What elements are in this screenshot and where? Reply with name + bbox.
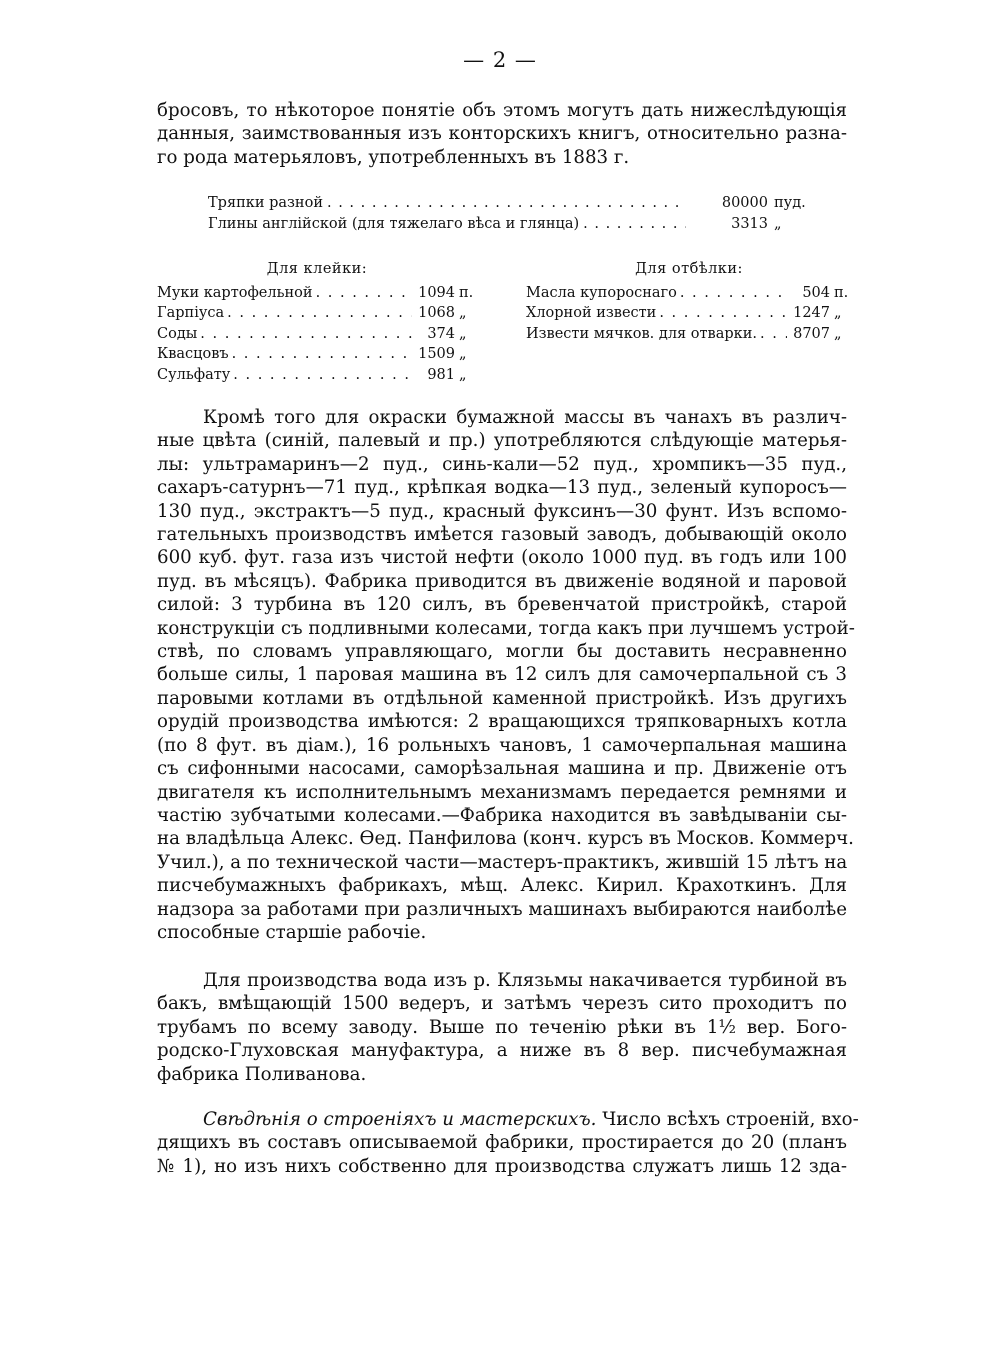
text-line: способные старшіе рабочіе. bbox=[157, 921, 427, 943]
text-line: на владѣльца Алекс. Ѳед. Панфилова (конч. курсъ въ Москов. Коммерч. bbox=[157, 828, 854, 850]
intro-paragraph bbox=[157, 99, 847, 169]
material-row bbox=[208, 214, 808, 235]
text-line: ствѣ, по словамъ управляющаго, могли бы доставить несравненно bbox=[157, 641, 847, 663]
sizing-row bbox=[157, 365, 477, 386]
text-line: трубамъ по всему заводу. Выше по теченію рѣки въ 1½ вер. Бого- bbox=[157, 1016, 847, 1038]
material-name: Тряпки разной bbox=[208, 195, 323, 211]
leader-dots bbox=[327, 193, 686, 214]
text-line: писчебумажныхъ фабрикахъ, мѣщ. Алекс. Кирил. Крахоткинъ. Для bbox=[157, 875, 847, 897]
text-fragment: Число всѣхъ строеній, вхо- bbox=[602, 1109, 859, 1130]
main-paragraph bbox=[157, 406, 855, 944]
item-value: 1247 bbox=[793, 305, 830, 322]
finishing-row bbox=[526, 324, 852, 345]
sizing-row bbox=[157, 283, 477, 304]
sizing-heading: Для клейки: bbox=[266, 261, 368, 277]
sizing-row bbox=[157, 344, 477, 365]
item-name: Соды bbox=[157, 325, 198, 342]
text-line: пуд. въ мѣсяцъ). Фабрика приводится въ движеніе водяной и паровой bbox=[157, 570, 847, 592]
leader-dots bbox=[227, 303, 412, 324]
item-name: Извести мячков. для отварки. bbox=[526, 325, 757, 342]
text-line: бросовъ, то нѣкоторое понятіе объ этомъ могутъ дать нижеслѣдующія bbox=[157, 100, 847, 121]
text-line: го рода матерьяловъ, употребленныхъ въ 1883 г. bbox=[157, 146, 630, 168]
item-unit: п. bbox=[834, 284, 849, 301]
text-line: родско-Глуховская мануфактура, а ниже въ 8 вер. писчебумажная bbox=[157, 1040, 847, 1062]
leader-dots bbox=[316, 283, 412, 304]
item-name: Сульфату bbox=[157, 366, 231, 383]
sizing-row bbox=[157, 324, 477, 345]
material-row bbox=[208, 193, 808, 214]
text-line: 130 пуд., экстрактъ—5 пуд., красный фуксинъ—30 фунт. Изъ вспомо- bbox=[157, 500, 847, 522]
item-unit: „ bbox=[459, 325, 467, 342]
section-heading: Свѣдѣнія о строеніяхъ и мастерскихъ. bbox=[203, 1109, 597, 1130]
text-line: Кромѣ того для окраски бумажной массы въ чанахъ въ различ- bbox=[203, 407, 847, 428]
item-unit: „ bbox=[459, 346, 467, 363]
item-name: Муки картофельной bbox=[157, 284, 313, 301]
item-unit: „ bbox=[834, 305, 842, 322]
item-value: 8707 bbox=[793, 325, 830, 342]
finishing-column bbox=[526, 259, 852, 344]
text-line: Учил.), а по технической части—мастеръ-практикъ, жившій 15 лѣтъ на bbox=[157, 851, 848, 873]
leader-dots bbox=[659, 303, 787, 324]
text-line: фабрика Поливанова. bbox=[157, 1063, 367, 1085]
buildings-paragraph bbox=[157, 1108, 859, 1178]
text-line: № 1), но изъ нихъ собственно для производства служатъ лишь 12 зда- bbox=[157, 1155, 847, 1177]
item-value: 374 bbox=[427, 325, 455, 342]
item-unit: „ bbox=[459, 366, 467, 383]
item-name: Квасцовъ bbox=[157, 346, 229, 363]
text-line: орудій производства имѣются: 2 вращающихся тряпковарныхъ котла bbox=[157, 711, 847, 733]
text-line: конструкціи съ подливными колесами, тогда какъ при лучшемъ устрой- bbox=[157, 617, 855, 639]
text-line: данныя, заимствованныя изъ конторскихъ книгъ, относительно разна- bbox=[157, 123, 847, 145]
text-line: силой: 3 турбина въ 120 силъ, въ бревенчатой пристройкѣ, старой bbox=[157, 594, 847, 616]
text-line: 600 куб. фут. газа изъ чистой нефти (около 1000 пуд. въ годъ или 100 bbox=[157, 547, 847, 569]
text-line: съ сифонными насосами, саморѣзальная машина и пр. Движеніе отъ bbox=[157, 758, 847, 780]
leader-dots bbox=[583, 214, 686, 235]
sizing-row bbox=[157, 303, 477, 324]
text-line: сахаръ-сатурнъ—71 пуд., крѣпкая водка—13 пуд., зеленый купоросъ— bbox=[157, 477, 847, 499]
materials-list bbox=[208, 193, 808, 235]
material-unit: пуд. bbox=[774, 195, 806, 211]
material-name: Глины англійской (для тяжелаго вѣса и глянца) bbox=[208, 216, 580, 232]
text-line: двигателя къ исполнительнымъ механизмамъ передается ремнями и bbox=[157, 781, 847, 803]
text-line: Для производства вода изъ р. Клязьмы накачивается турбиной въ bbox=[203, 970, 847, 991]
material-qty: 80000 bbox=[721, 195, 768, 211]
item-name: Гарпіуса bbox=[157, 305, 225, 322]
material-qty: 3313 bbox=[731, 216, 768, 232]
text-line: больше силы, 1 паровая машина въ 12 силъ для самочерпальной съ 3 bbox=[157, 664, 847, 686]
item-value: 981 bbox=[427, 366, 455, 383]
text-line: бакъ, вмѣщающій 1500 ведеръ, и затѣмъ черезъ сито проходитъ по bbox=[157, 993, 847, 1015]
item-value: 1509 bbox=[418, 346, 455, 363]
finishing-row bbox=[526, 283, 852, 304]
leader-dots bbox=[760, 324, 787, 345]
item-unit: „ bbox=[834, 325, 842, 342]
finishing-row bbox=[526, 303, 852, 324]
material-unit: „ bbox=[774, 216, 782, 232]
text-line: надзора за работами при различныхъ машинахъ выбираются наиболѣе bbox=[157, 898, 847, 920]
text-line: дящихъ въ составъ описываемой фабрики, простирается до 20 (планъ bbox=[157, 1132, 847, 1154]
item-name: Хлорной извести bbox=[526, 305, 657, 322]
item-unit: п. bbox=[459, 284, 474, 301]
item-value: 504 bbox=[802, 284, 830, 301]
leader-dots bbox=[233, 365, 412, 386]
finishing-heading: Для отбѣлки: bbox=[635, 261, 743, 277]
text-line bbox=[157, 1108, 859, 1131]
item-value: 1094 bbox=[418, 284, 455, 301]
item-unit: „ bbox=[459, 305, 467, 322]
item-value: 1068 bbox=[418, 305, 455, 322]
water-paragraph bbox=[157, 969, 847, 1086]
text-line: ные цвѣта (синій, палевый и пр.) употребляются слѣдующіе матерья- bbox=[157, 430, 847, 452]
text-line: паровыми котлами въ отдѣльной каменной пристройкѣ. Изъ другихъ bbox=[157, 687, 847, 709]
page-number: — 2 — bbox=[463, 48, 537, 72]
text-line: (по 8 фут. въ діам.), 16 рольныхъ чановъ, 1 самочерпальная машина bbox=[157, 734, 847, 756]
text-line: гательныхъ производствъ имѣется газовый заводъ, добывающій около bbox=[157, 524, 847, 546]
item-name: Масла купороснаго bbox=[526, 284, 677, 301]
leader-dots bbox=[232, 344, 412, 365]
text-line: лы: ультрамаринъ—2 пуд., синь-кали—52 пуд., хромпикъ—35 пуд., bbox=[157, 453, 847, 475]
text-line: частію зубчатыми колесами.—Фабрика находится въ завѣдываніи сы- bbox=[157, 804, 847, 826]
leader-dots bbox=[680, 283, 787, 304]
leader-dots bbox=[200, 324, 412, 345]
sizing-column bbox=[157, 259, 477, 386]
